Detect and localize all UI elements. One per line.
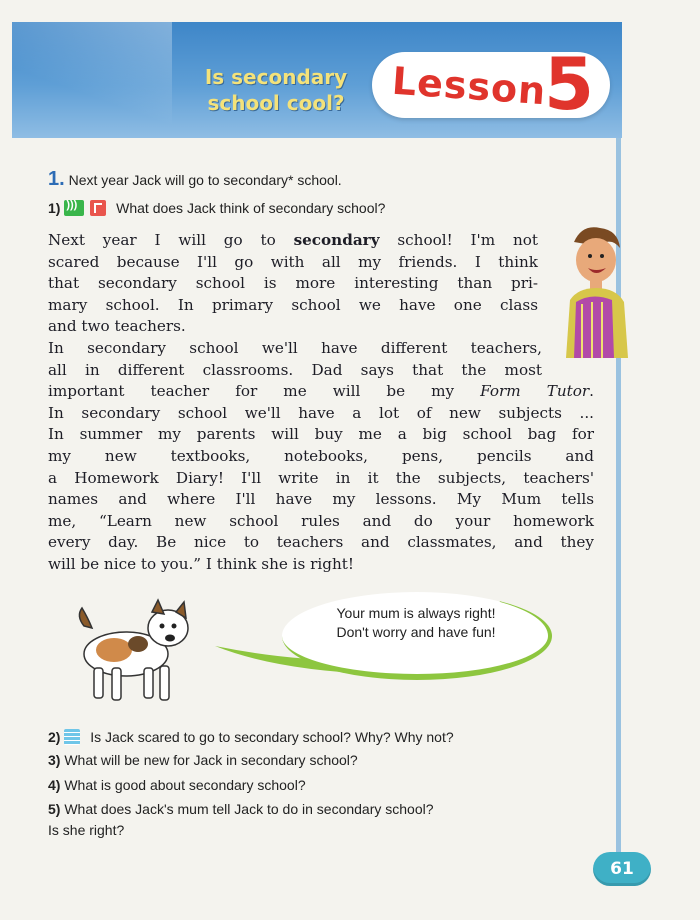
passage-line: that secondary school is more interesting than pri-: [48, 274, 538, 293]
passage-line: every day. Be nice to teachers and classmates, and they: [48, 533, 594, 552]
lesson-title-line2: school cool?: [207, 91, 345, 115]
question-number: 2): [48, 729, 61, 745]
question-text: What does Jack's mum tell Jack to do in secondary school?: [64, 801, 434, 817]
passage-line: and two teachers.: [48, 317, 186, 336]
reading-passage: [48, 230, 594, 576]
question-number: 4): [48, 777, 61, 793]
question-text: What will be new for Jack in secondary school?: [64, 752, 358, 768]
question-number: 5): [48, 801, 61, 817]
audio-icon: [64, 200, 84, 216]
lesson-title: [176, 64, 376, 116]
passage-line: will be nice to you.” I think she is right!: [48, 554, 354, 573]
passage-line: Next year I will go to secondary school! I'm not: [48, 231, 538, 249]
question-5: [48, 801, 434, 817]
passage-line: scared because I'll go with all my friends. I think: [48, 252, 538, 271]
read-icon: [90, 200, 106, 216]
passage-line: important teacher for me will be my Form Tutor.: [48, 382, 594, 401]
speech-bubble-text: [296, 604, 536, 642]
lesson-number: 5: [544, 42, 595, 126]
question-5-continued: [48, 822, 124, 838]
exercise-intro-text: Next year Jack will go to secondary* school.: [68, 172, 342, 188]
header-highlight: [12, 22, 172, 138]
passage-line: In secondary school we'll have a lot of new subjects ...: [48, 403, 594, 422]
passage-line: me, “Learn new school rules and do your homework: [48, 511, 594, 530]
keyword-form-tutor: Form Tutor: [480, 382, 590, 401]
boy-illustration: [552, 222, 632, 358]
passage-line: all in different classrooms. Dad says that the most: [48, 360, 542, 379]
bubble-line-2: Don't worry and have fun!: [336, 624, 496, 640]
keyword-secondary: secondary: [293, 231, 380, 249]
passage-line: a Homework Diary! I'll write in it the subjects, teachers': [48, 468, 594, 487]
page-number: 61: [593, 852, 651, 886]
task-1-number: 1): [48, 200, 61, 216]
task-1: [48, 200, 385, 216]
passage-line: my new textbooks, notebooks, pens, pencils and: [48, 446, 594, 465]
question-number: 3): [48, 752, 61, 768]
passage-line: names and where I'll have my lessons. My Mum tells: [48, 490, 594, 509]
task-1-text: What does Jack think of secondary school?: [116, 200, 386, 216]
question-text: Is she right?: [48, 822, 125, 838]
exercise-intro: [48, 168, 342, 191]
passage-line: mary school. In primary school we have one class: [48, 295, 538, 314]
notebook-icon: [64, 729, 80, 745]
question-3: [48, 752, 358, 768]
exercise-number: 1.: [48, 168, 65, 190]
dog-illustration: [66, 598, 198, 710]
lesson-word: Lesson: [390, 58, 548, 114]
question-2: [48, 729, 454, 745]
bubble-line-1: Your mum is always right!: [336, 605, 496, 621]
lesson-title-line1: Is secondary: [204, 65, 348, 89]
passage-line: In summer my parents will buy me a big school bag for: [48, 425, 594, 444]
passage-line: In secondary school we'll have different teachers,: [48, 338, 542, 357]
question-text: Is Jack scared to go to secondary school? Why? Why not?: [90, 729, 454, 745]
question-4: [48, 777, 306, 793]
question-text: What is good about secondary school?: [64, 777, 306, 793]
